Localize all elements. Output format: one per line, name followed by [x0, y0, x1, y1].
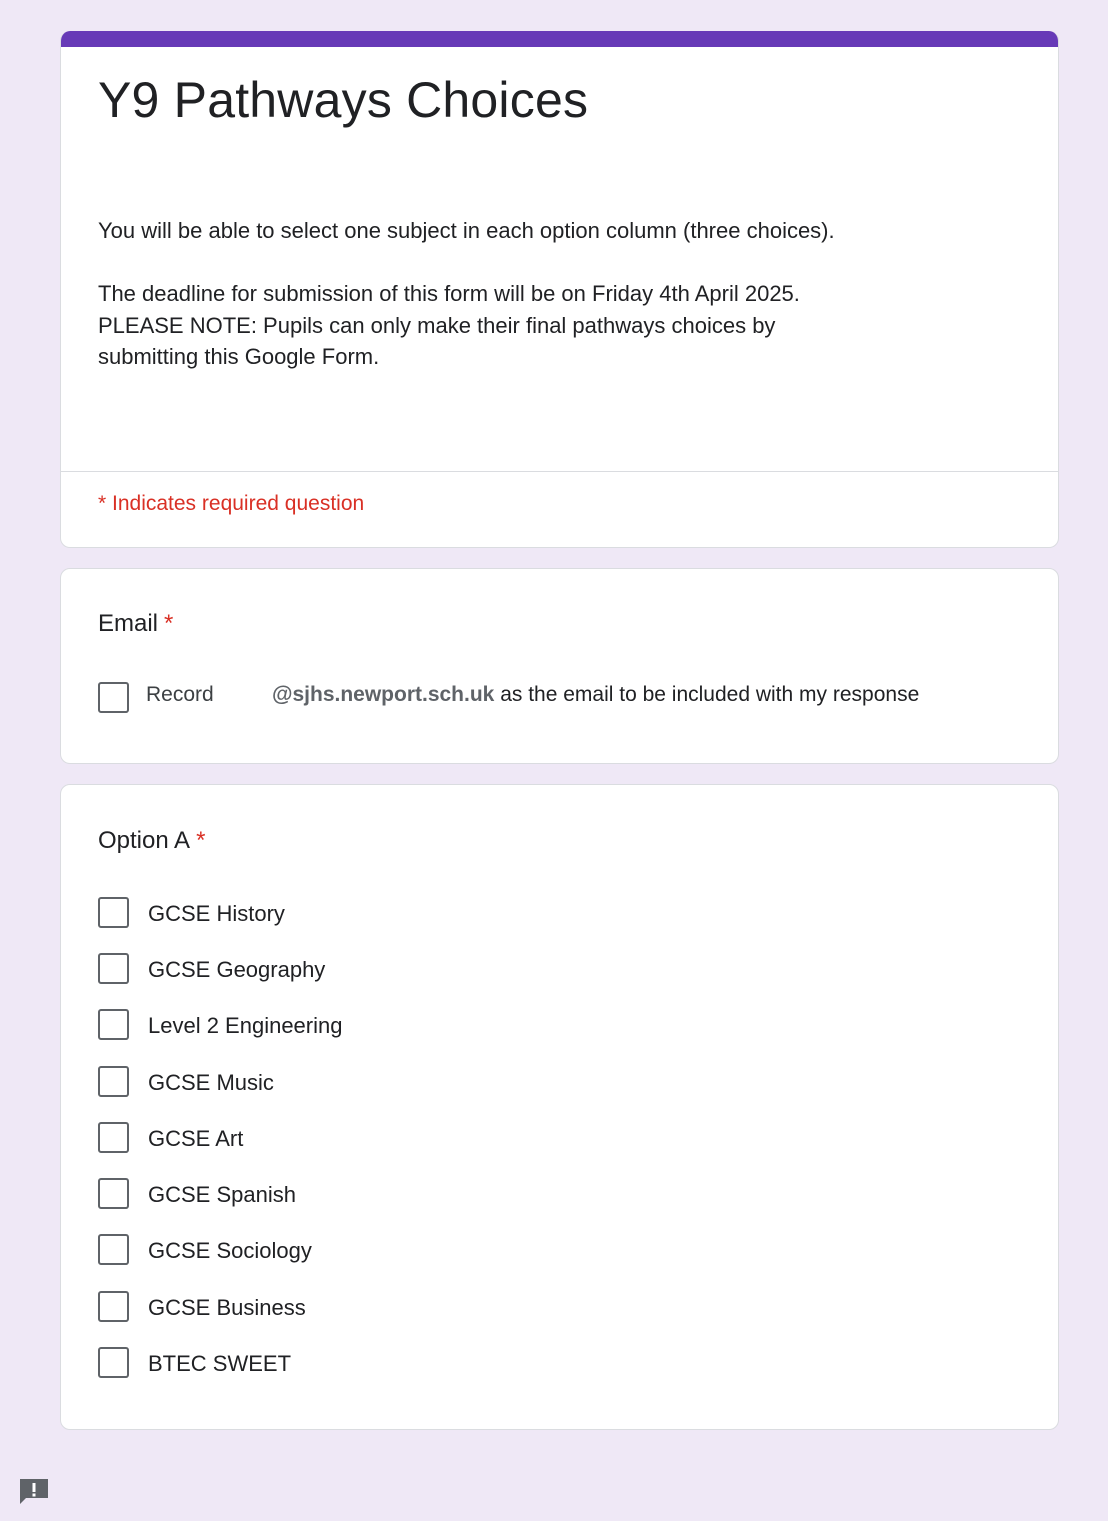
record-email-checkbox[interactable] — [98, 682, 129, 713]
option-a-choice-label[interactable]: GCSE Music — [148, 1070, 274, 1095]
required-star: * — [164, 610, 174, 637]
email-question-card — [60, 568, 1059, 764]
email-question-label: Email — [98, 610, 159, 637]
option-a-choice-label[interactable]: Level 2 Engineering — [148, 1013, 343, 1038]
option-a-choice-label[interactable]: GCSE Spanish — [148, 1182, 296, 1207]
header-divider — [61, 471, 1058, 472]
feedback-icon[interactable] — [17, 1476, 51, 1506]
option-a-title — [98, 827, 205, 855]
email-domain: @sjhs.newport.sch.uk — [272, 683, 495, 706]
option-a-checkbox-btec-sweet[interactable] — [98, 1347, 129, 1378]
option-a-checkbox-business[interactable] — [98, 1291, 129, 1322]
option-a-choice-label[interactable]: GCSE Geography — [148, 957, 326, 982]
option-a-choice-label[interactable]: BTEC SWEET — [148, 1351, 292, 1376]
option-a-choice-label[interactable]: GCSE Sociology — [148, 1238, 312, 1263]
option-a-choice-label[interactable]: GCSE Art — [148, 1126, 244, 1151]
option-a-checkbox-history[interactable] — [98, 897, 129, 928]
form-description: You will be able to select one subject in each option column (three choices). The deadline for submission of this form will be on Friday 4th April 2025. PLEASE NOTE: Pupils can only make their final pathways choices by submitting this Google Form. — [98, 218, 835, 369]
option-a-checkbox-sociology[interactable] — [98, 1234, 129, 1265]
header-accent-bar — [61, 31, 1058, 47]
record-email-suffix: as the email to be included with my response — [494, 683, 920, 706]
option-a-checkbox-geography[interactable] — [98, 953, 129, 984]
option-a-checkbox-engineering[interactable] — [98, 1009, 129, 1040]
email-question-title — [98, 610, 173, 638]
option-a-choice-label[interactable]: GCSE History — [148, 901, 285, 926]
option-a-choice-label[interactable]: GCSE Business — [148, 1295, 306, 1320]
required-star: * — [196, 827, 206, 854]
form-header-card — [60, 31, 1059, 548]
form-title: Y9 Pathways Choices — [98, 72, 589, 128]
option-a-checkbox-spanish[interactable] — [98, 1178, 129, 1209]
record-email-prefix: Record — [146, 683, 214, 706]
option-a-checkbox-music[interactable] — [98, 1066, 129, 1097]
option-a-checkbox-art[interactable] — [98, 1122, 129, 1153]
option-a-question-card — [60, 784, 1059, 1430]
option-a-label: Option A — [98, 827, 191, 854]
required-note: * Indicates required question — [98, 492, 365, 515]
record-email-label[interactable] — [146, 683, 919, 707]
